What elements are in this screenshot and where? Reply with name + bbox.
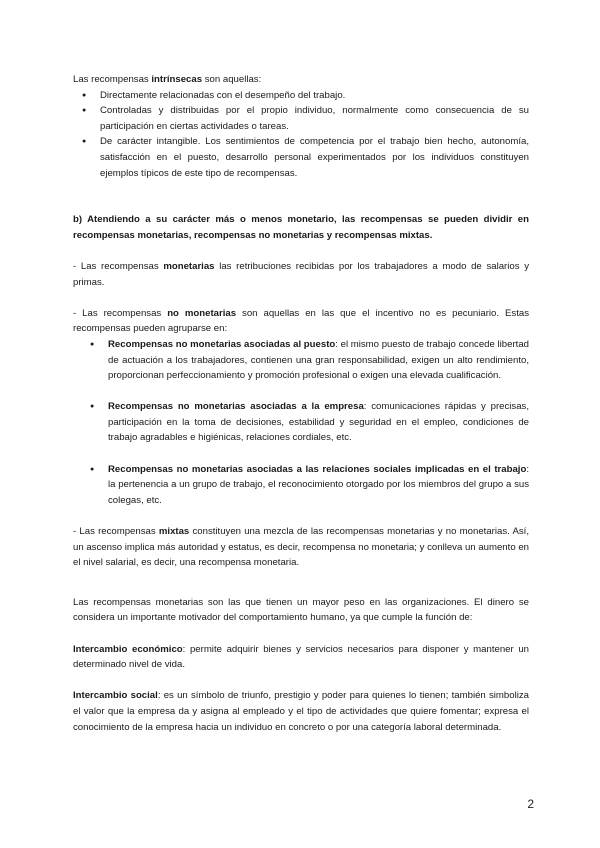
list-item: ● Directamente relacionadas con el desempeño del trabajo. [73, 88, 529, 104]
mixed-paragraph: - Las recompensas mixtas constituyen una mezcla de las recompensas monetarias y no monetarias. Así, un ascenso implica más autoridad y estatus, es decir, recompensa no monetaria; y conlleva un aumento en el nivel salarial, es decir, una recompensa monetaria. [73, 526, 530, 569]
list-item: ● Recompensas no monetarias asociadas al puesto: el mismo puesto de trabajo concede libertad de actuación a los trabajadores, contienen una gran responsabilidad, exigen un alto rendimiento, proporcionan perfeccionamiento y promoción profesional o exigen una elevada cualificación. [73, 337, 529, 384]
intrinsic-bullet-list [73, 88, 529, 182]
monetary-importance-paragraph: Las recompensas monetarias son las que tienen un mayor peso en las organizaciones. El dinero se considera un importante motivador del comportamiento humano, ya que cumple la función de: [73, 596, 529, 624]
list-item: ● Recompensas no monetarias asociadas a la empresa: comunicaciones rápidas y precisas, participación en la toma de decisiones, estabilidad y seguridad en el empleo, condiciones de trabajo agradables e higiénicas, relaciones cordiales, etc. [73, 399, 529, 446]
list-item: ● Controladas y distribuidas por el propio individuo, normalmente como consecuencia de su participación en ciertas actividades o tareas. [73, 103, 529, 134]
nonmonetary-term: no monetarias [167, 307, 237, 319]
economic-exchange-paragraph: Intercambio económico: permite adquirir bienes y servicios necesarios para disponer y mantener un determinado nivel de vida. [73, 643, 530, 671]
intrinsic-intro: Las recompensas intrínsecas son aquellas: [73, 74, 262, 85]
monetary-paragraph: - Las recompensas monetarias las retribuciones recibidas por los trabajadores a modo de salarios y primas. [73, 260, 529, 288]
social-exchange-paragraph: Intercambio social: es un símbolo de triunfo, prestigio y poder para quienes lo tienen; también simboliza el valor que la empresa da y asigna al empleado y el tipo de actividades que quiere fomentar; expresa el conocimiento de la empresa hacia un individuo en concreto o por una categoría laboral determinada. [73, 690, 529, 733]
list-item: ● Recompensas no monetarias asociadas a las relaciones sociales implicadas en el trabajo: la pertenencia a un grupo de trabajo, el reconocimiento otorgado por los miembros del grupo a sus colegas, etc. [73, 462, 529, 509]
nonmonetary-paragraph: - Las recompensas no monetarias son aquellas en las que el incentivo no es pecuniario. Estas recompensas pueden agruparse en: [73, 307, 530, 335]
section-b-heading: b) Atendiendo a su carácter más o menos monetario, las recompensas se pueden dividir en recompensas monetarias, recompensas no monetarias y recompensas mixtas. [73, 214, 529, 241]
nonmonetary-bullet-list [73, 337, 529, 384]
monetary-term: monetarias [163, 260, 215, 272]
intrinsic-term: intrínsecas [151, 74, 203, 85]
page-number: 2 [527, 797, 534, 811]
list-item: ● De carácter intangible. Los sentimientos de competencia por el trabajo bien hecho, autonomía, satisfacción en el puesto, desarrollo personal experimentados por los individuos constituyen ejemplos típicos de este tipo de recompensas. [73, 134, 529, 181]
mixed-term: mixtas [158, 526, 190, 538]
document-body [73, 72, 529, 735]
